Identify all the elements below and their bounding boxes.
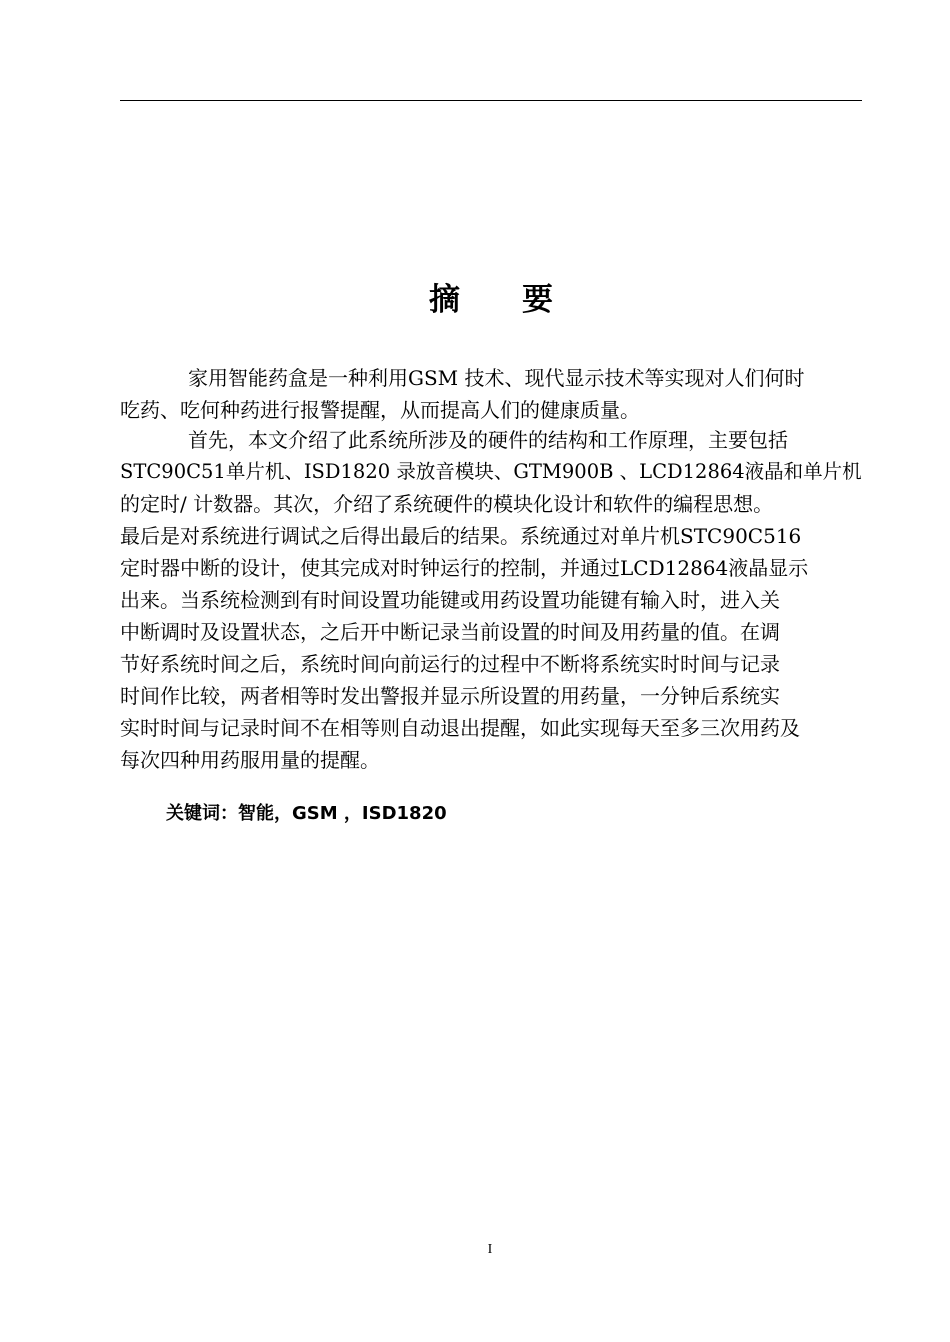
paragraph-line: 每次四种用药服用量的提醒。 <box>120 748 380 772</box>
paragraph-line: 节好系统时间之后，系统时间向前运行的过程中不断将系统实时时间与记录 <box>120 652 780 676</box>
page-title <box>120 278 862 322</box>
abstract-paragraph-1 <box>120 362 862 426</box>
paragraph-line: 实时时间与记录时间不在相等则自动退出提醒，如此实现每天至多三次用药及 <box>120 716 800 740</box>
page-number: I <box>487 1242 493 1257</box>
abstract-paragraph-2 <box>120 424 862 776</box>
paragraph-line: 首先，本文介绍了此系统所涉及的硬件的结构和工作原理，主要包括 <box>188 428 788 452</box>
title-char-1: 摘 <box>429 282 460 318</box>
paragraph-line: 时间作比较，两者相等时发出警报并显示所设置的用药量，一分钟后系统实 <box>120 684 780 708</box>
paragraph-line: 家用智能药盒是一种利用GSM 技术、现代显示技术等实现对人们何时 <box>188 366 805 390</box>
paragraph-line: 定时器中断的设计，使其完成对时钟运行的控制，并通过LCD12864液晶显示 <box>120 556 809 580</box>
keywords: 关键词：智能，GSM ，ISD1820 <box>166 803 447 824</box>
header-rule <box>120 100 862 101</box>
paragraph-line: 的定时/ 计数器。其次，介绍了系统硬件的模块化设计和软件的编程思想。 <box>120 492 774 516</box>
paragraph-line: STC90C51单片机、ISD1820 录放音模块、GTM900B 、LCD12864液晶和单片机 <box>120 460 862 483</box>
paragraph-line: 吃药、吃何种药进行报警提醒，从而提高人们的健康质量。 <box>120 398 640 422</box>
paragraph-line: 出来。当系统检测到有时间设置功能键或用药设置功能键有输入时，进入关 <box>120 588 780 612</box>
paragraph-line: 中断调时及设置状态，之后开中断记录当前设置的时间及用药量的值。在调 <box>120 620 780 644</box>
paragraph-line: 最后是对系统进行调试之后得出最后的结果。系统通过对单片机STC90C516 <box>120 524 802 548</box>
title-char-2: 要 <box>522 282 553 318</box>
